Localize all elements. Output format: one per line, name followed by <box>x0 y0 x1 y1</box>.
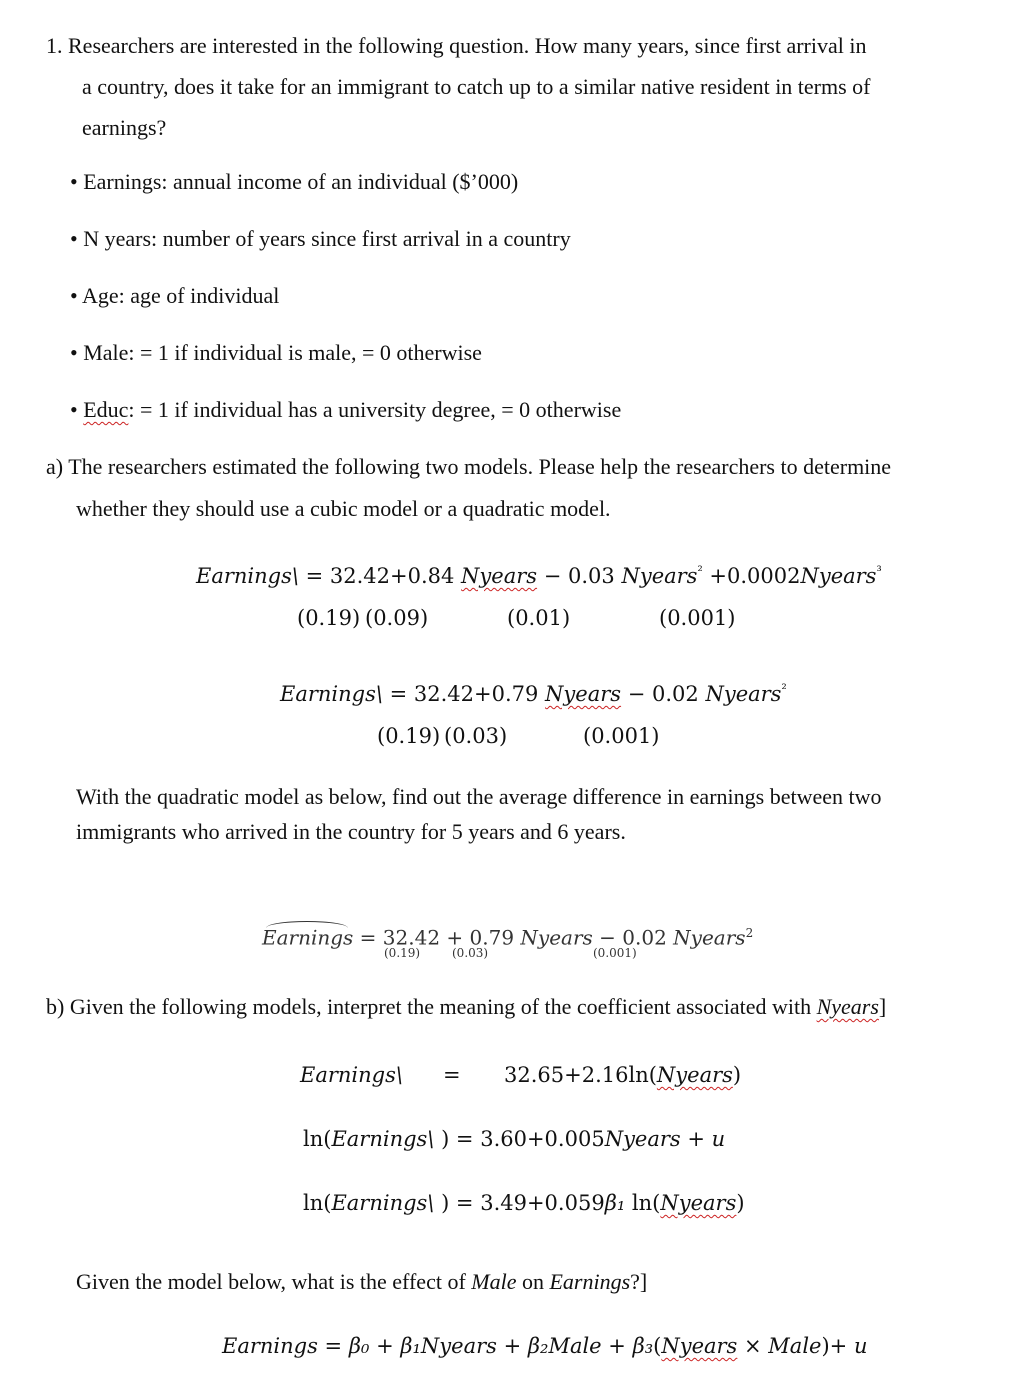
interaction-model: Earnings = β₀ + β₁Nyears + β₂Male + β₃(Nyears × Male)+ u <box>222 1334 868 1358</box>
eq-lhs: Earnings <box>262 925 354 950</box>
bullet: • <box>70 340 78 365</box>
variable-item <box>70 228 571 250</box>
std-error: (0.01) <box>507 606 571 630</box>
intro-line-3: earnings? <box>82 115 167 140</box>
quadratic-equation: Earnings\ = 32.42+0.79 Nyears − 0.02 Nyears$^{^2}$ <box>280 682 787 706</box>
variable-name: Age <box>82 283 119 308</box>
eq-lhs: Earnings\ <box>196 564 299 588</box>
variable-name: Male <box>83 340 129 365</box>
intro-line-1: 1. Researchers are interested in the following question. How many years, since first arrival in <box>46 33 867 58</box>
bullet: • <box>70 226 78 251</box>
std-error: (0.19) <box>297 606 361 630</box>
std-error: (0.001) <box>583 724 660 748</box>
male-effect-question: Given the model below, what is the effect of Male on Earnings?] <box>76 1269 648 1294</box>
quad-question-line-1: With the quadratic model as below, find out the average difference in earnings between two <box>76 784 882 809</box>
variable-item <box>70 285 279 307</box>
model-1-rhs: 32.65+2.16ln(Nyears) <box>504 1063 742 1087</box>
std-error: (0.03) <box>452 946 489 960</box>
variable-desc: : = 1 if individual has a university degree, = 0 otherwise <box>128 397 622 422</box>
variable-name: N years <box>83 226 152 251</box>
nyears-term: Nyears <box>461 564 538 588</box>
variable-name: Earnings <box>83 169 162 194</box>
variable-item <box>70 399 621 421</box>
part-a-line-2: whether they should use a cubic model or a quadratic model. <box>76 496 611 521</box>
model-3: ln(Earnings\ ) = 3.49+0.059β₁ ln(Nyears) <box>303 1191 745 1215</box>
std-error: (0.09) <box>365 606 429 630</box>
tex-equation: Earnings = 32.42 + 0.79 Nyears − 0.02 Nyears$^2$ <box>262 925 754 950</box>
bullet: • <box>70 397 78 422</box>
variable-item <box>70 171 518 193</box>
variable-desc: : number of years since first arrival in a country <box>151 226 571 251</box>
std-error: (0.19) <box>384 946 421 960</box>
eq-lhs: Earnings\ <box>280 682 383 706</box>
quad-question-line-2: immigrants who arrived in the country for 5 years and 6 years. <box>76 819 626 844</box>
intro-line-2: a country, does it take for an immigrant to catch up to a similar native resident in terms of <box>82 74 871 99</box>
std-error: (0.19) <box>377 724 441 748</box>
model-1-lhs: Earnings\ <box>300 1063 403 1087</box>
bullet: • <box>70 169 78 194</box>
variable-name: Educ <box>83 397 129 422</box>
bullet: • <box>70 283 78 308</box>
std-error: (0.001) <box>659 606 736 630</box>
model-2: ln(Earnings\ ) = 3.60+0.005Nyears + u <box>303 1127 726 1151</box>
cubic-equation: Earnings\ = 32.42+0.84 Nyears − 0.03 Nyears$^{^2}$ +0.0002Nyears$^{^3}$ <box>196 564 882 588</box>
variable-desc: : = 1 if individual is male, = 0 otherwise <box>128 340 482 365</box>
part-a-line-1: a) The researchers estimated the following two models. Please help the researchers to determine <box>46 454 892 479</box>
std-error: (0.001) <box>593 946 637 960</box>
variable-desc: : annual income of an individual ($’000) <box>161 169 519 194</box>
variable-item <box>70 342 482 364</box>
model-1-equals: = <box>443 1063 461 1087</box>
part-b-line: b) Given the following models, interpret the meaning of the coefficient associated with Nyears] <box>46 994 887 1019</box>
nyears-term: Nyears <box>545 682 622 706</box>
variable-desc: : age of individual <box>118 283 280 308</box>
std-error: (0.03) <box>444 724 508 748</box>
